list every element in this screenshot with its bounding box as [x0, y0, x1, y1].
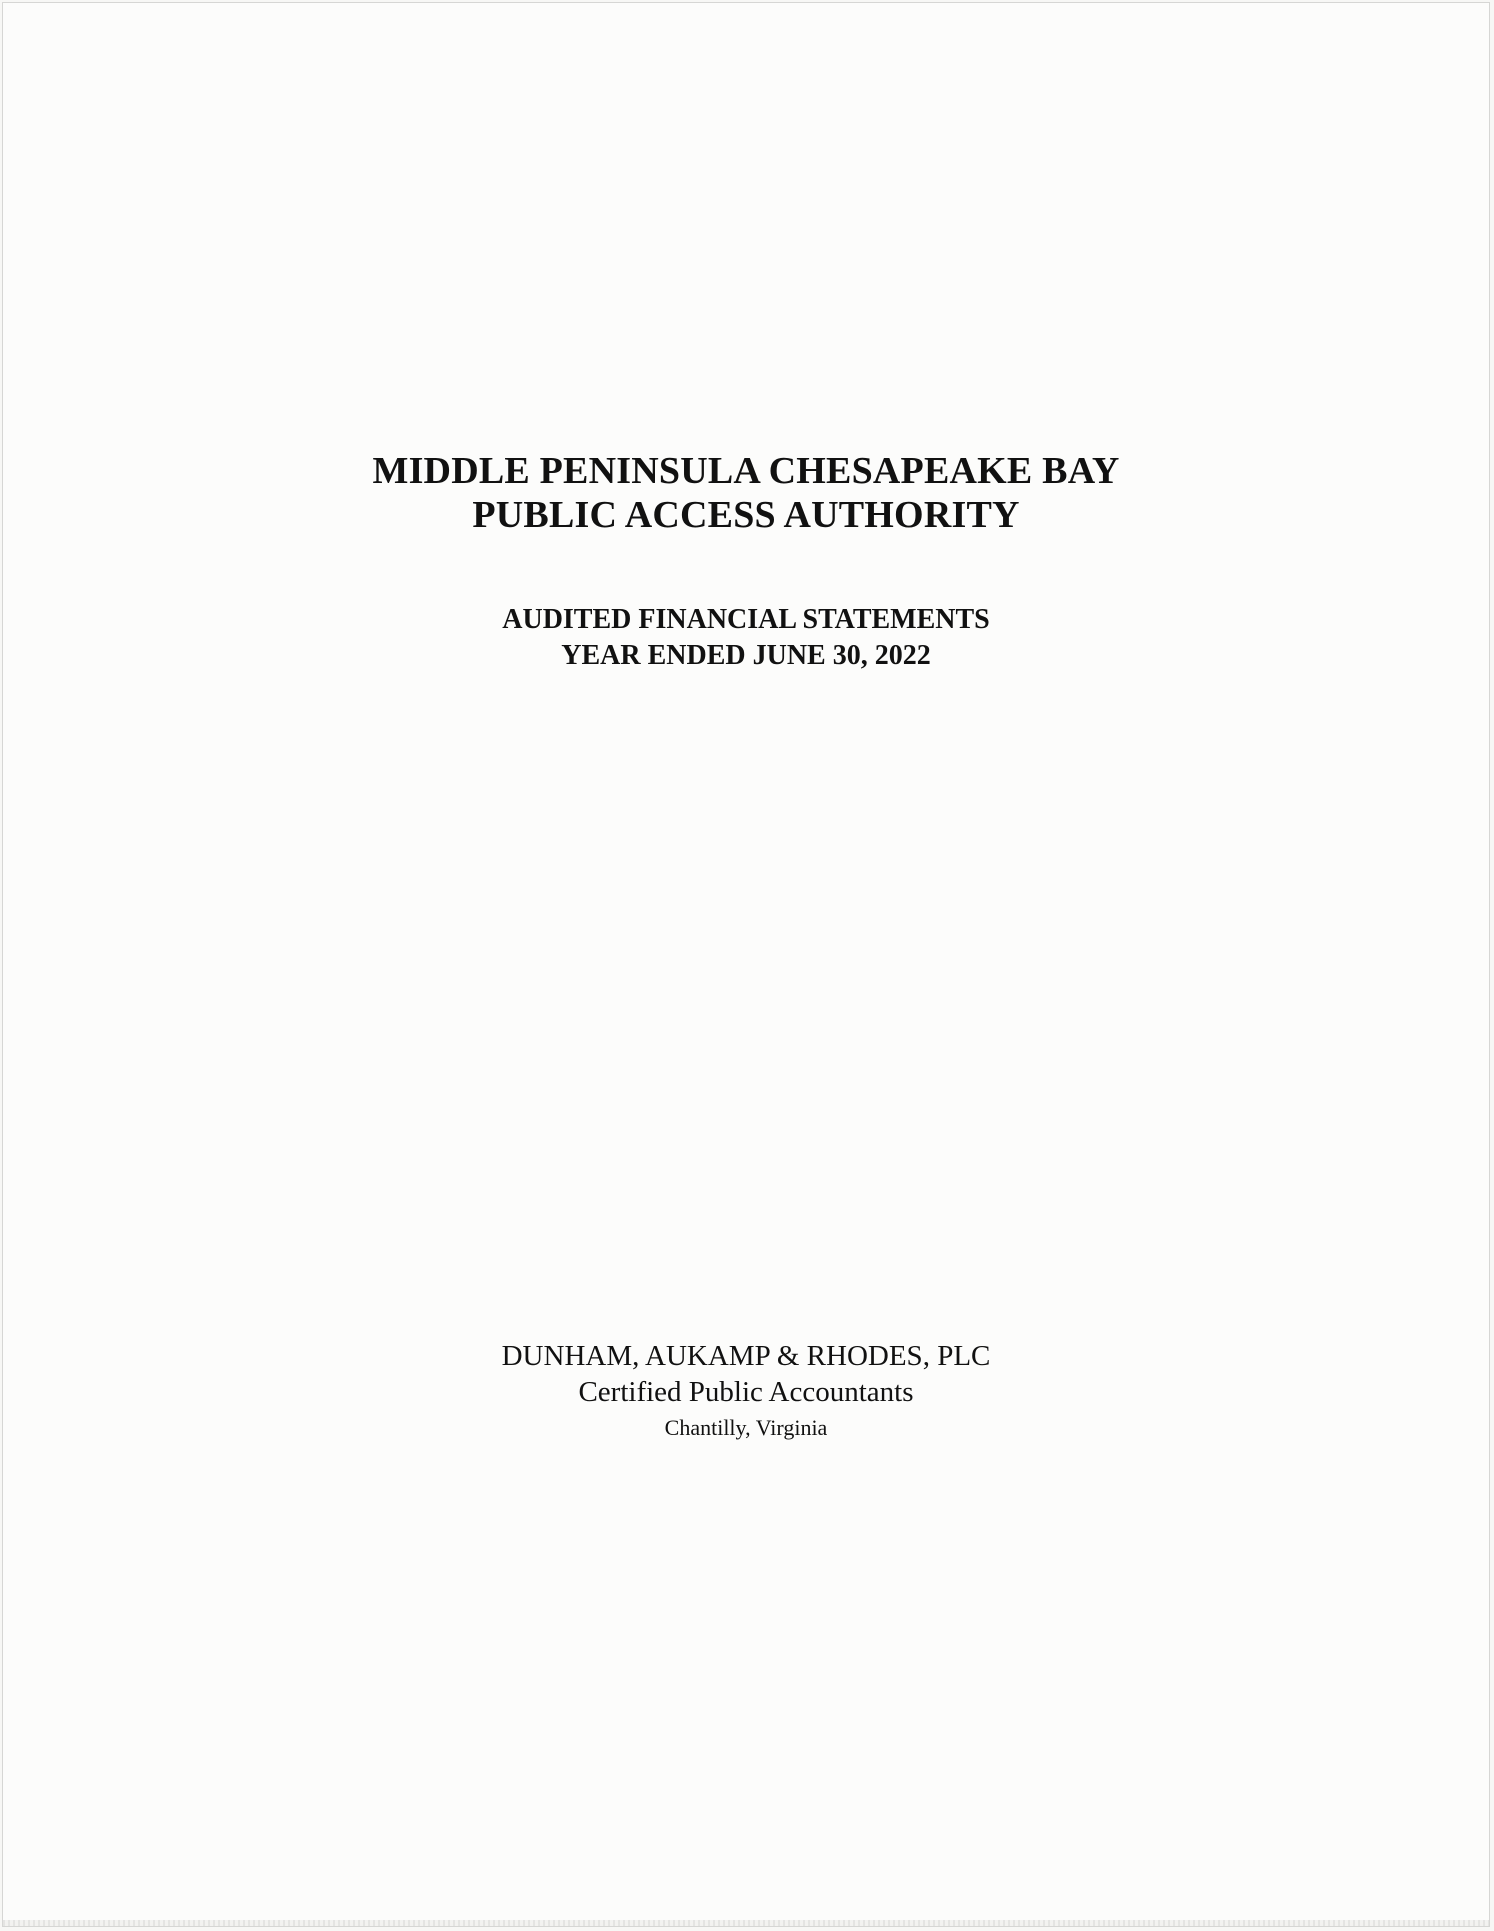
firm-name: DUNHAM, AUKAMP & RHODES, PLC	[501, 1340, 991, 1372]
page-bottom-edge	[3, 1920, 1489, 1926]
firm-location: Chantilly, Virginia	[664, 1415, 828, 1440]
report-title-line-1: MIDDLE PENINSULA CHESAPEAKE BAY	[372, 450, 1120, 492]
report-subtitle-line-2: YEAR ENDED JUNE 30, 2022	[561, 640, 931, 671]
firm-description: Certified Public Accountants	[578, 1376, 914, 1408]
document-page	[2, 2, 1490, 1927]
report-subtitle-line-1: AUDITED FINANCIAL STATEMENTS	[502, 604, 990, 635]
report-title-line-2: PUBLIC ACCESS AUTHORITY	[472, 494, 1020, 536]
